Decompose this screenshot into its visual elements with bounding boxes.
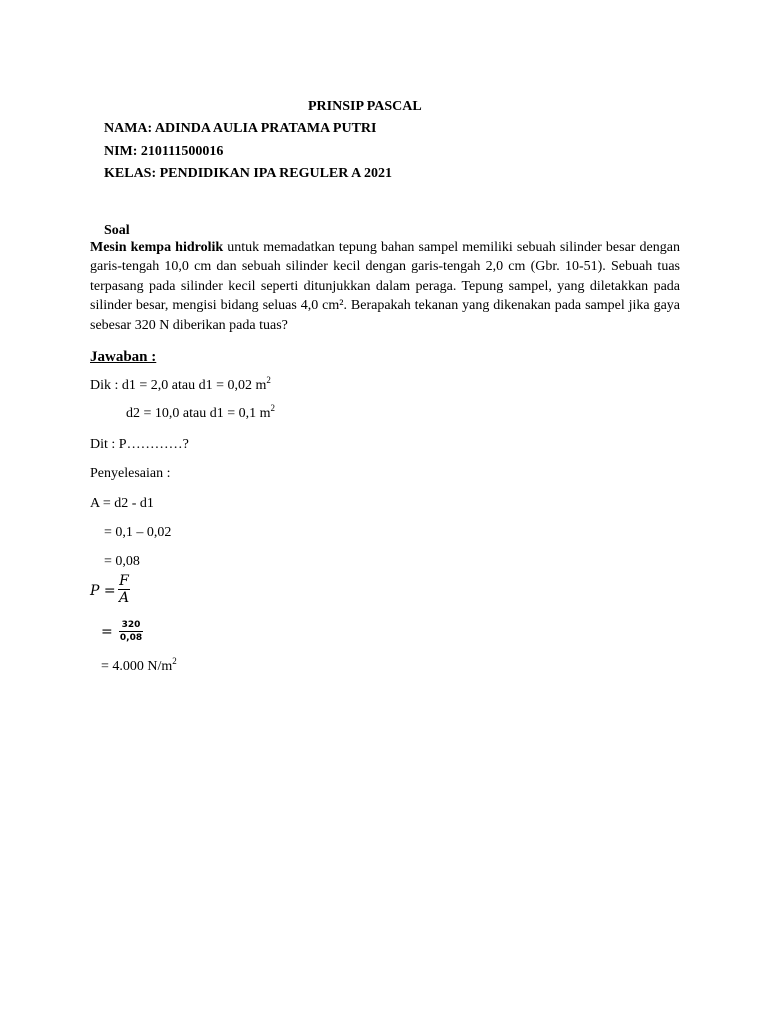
dit-line: Dit : P…………? xyxy=(90,437,189,452)
substitution-equals: = xyxy=(101,624,113,640)
soal-paragraph xyxy=(90,238,680,335)
step-area-substitution: = 0,1 – 0,02 xyxy=(104,525,172,540)
step-area-formula: A = d2 - d1 xyxy=(90,496,154,511)
fraction-denominator: A xyxy=(118,590,130,606)
substitution-numerator: 320 xyxy=(121,620,141,630)
soal-text: untuk memadatkan tepung bahan sampel memiliki sebuah silinder besar dengan garis-tengah 10,0 cm dan sebuah silinder kecil dengan garis-tengah 2,0 cm (Gbr. 10-51). Sebuah tuas terpasang pada silinder kecil seperti ditunjukkan dalam peraga. Tepung sampel, yang diletakkan pada silinder besar, mengisi bidang seluas 4,0 cm². Berapakah tekanan yang dikenakan pada sampel jika gaya sebesar 320 N diberikan pada tuas? xyxy=(90,240,680,333)
dik-line-2: d2 = 10,0 atau d1 = 0,1 $m^2$ xyxy=(126,403,275,421)
fraction-numerator: F xyxy=(119,573,129,589)
jawaban-heading: Jawaban : xyxy=(90,349,157,365)
final-result: = 4.000 $N/m^2$ xyxy=(101,656,177,674)
pressure-formula-fraction xyxy=(118,573,130,606)
student-name: NAMA: ADINDA AULIA PRATAMA PUTRI xyxy=(104,121,377,136)
soal-bold-lead: Mesin kempa hidrolik xyxy=(90,240,224,255)
student-class: KELAS: PENDIDIKAN IPA REGULER A 2021 xyxy=(104,166,392,181)
penyelesaian-label: Penyelesaian : xyxy=(90,466,171,481)
substitution-fraction xyxy=(119,619,143,644)
step-area-result: = 0,08 xyxy=(104,554,140,569)
document-title: PRINSIP PASCAL xyxy=(308,99,422,114)
pressure-formula-lhs: P = xyxy=(90,583,116,599)
substitution-denominator: 0,08 xyxy=(119,633,143,643)
soal-heading: Soal xyxy=(104,223,130,238)
student-nim: NIM: 210111500016 xyxy=(104,144,224,159)
dik-line-1: Dik : d1 = 2,0 atau d1 = 0,02 $m^2$ xyxy=(90,375,271,393)
